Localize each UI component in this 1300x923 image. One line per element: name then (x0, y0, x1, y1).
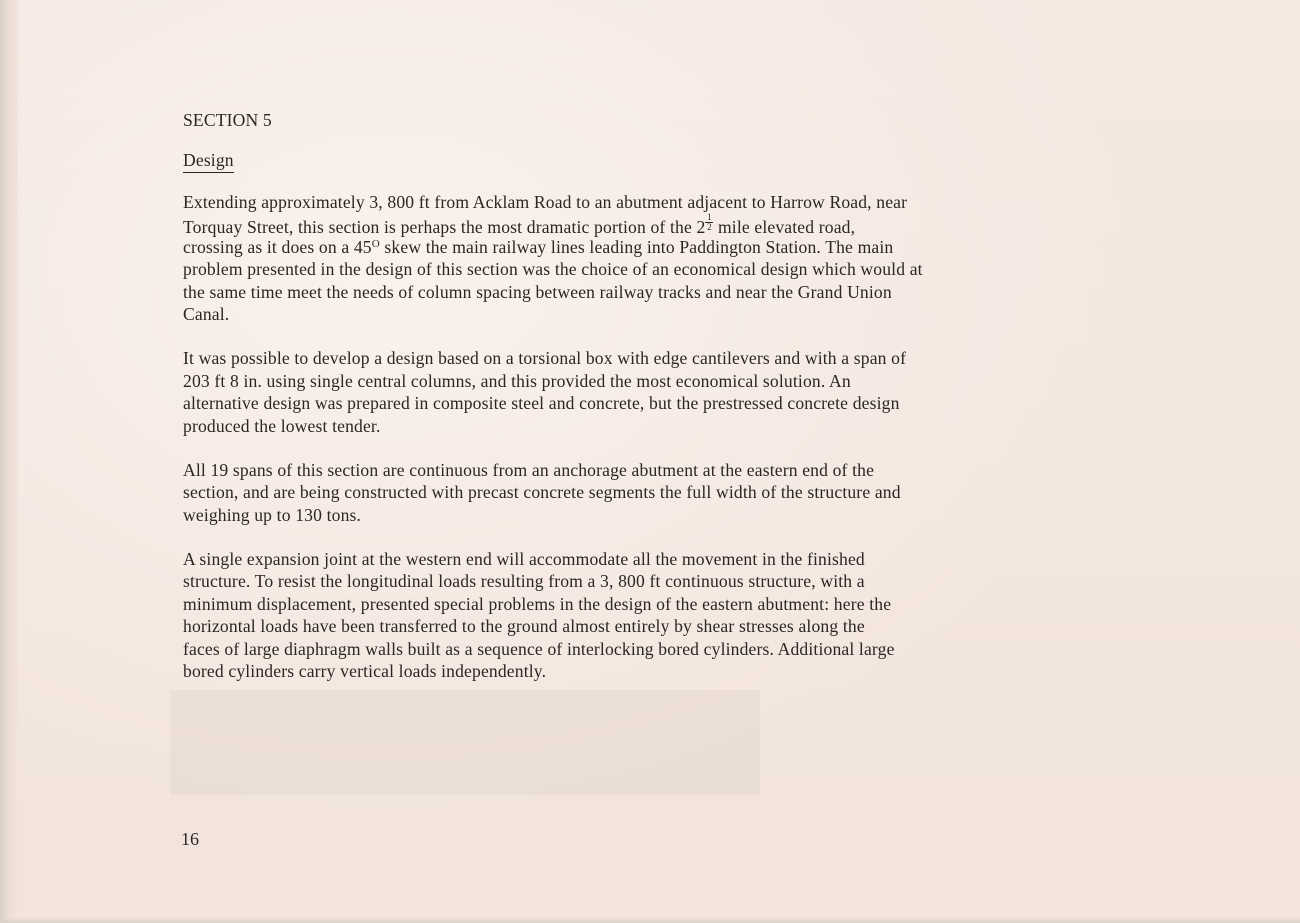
paragraph-line: problem presented in the design of this section was the choice of an economical design which would at (183, 259, 923, 280)
paragraph-line: section, and are being constructed with precast concrete segments the full width of the structure and (183, 482, 901, 503)
fraction-denominator: 2 (707, 222, 712, 233)
paragraph-4 (183, 548, 1203, 682)
paragraph-line: All 19 spans of this section are continuous from an anchorage abutment at the eastern end of the (183, 459, 875, 480)
paragraph-line (183, 236, 1203, 258)
paragraph-line: It was possible to develop a design based on a torsional box with edge cantilevers and with a span of (183, 348, 907, 369)
subheading-design: Design (183, 148, 234, 173)
paragraph-line: horizontal loads have been transferred to the ground almost entirely by shear stresses along the (183, 616, 865, 637)
paragraph-line: the same time meet the needs of column spacing between railway tracks and near the Grand Union (183, 281, 892, 302)
line-text: Torquay Street, this section is perhaps the most dramatic portion of the 2 (183, 217, 706, 238)
paragraph-line: 203 ft 8 in. using single central columns, and this provided the most economical solution. An (183, 370, 851, 391)
paragraph-line: produced the lowest tender. (183, 415, 381, 436)
fraction-numerator: 1 (707, 212, 712, 223)
page-bottom-edge (0, 917, 1300, 923)
paragraph-3 (183, 459, 1203, 526)
paragraph-1 (183, 191, 1203, 325)
paragraph-line (183, 212, 1203, 238)
body-text-block (183, 106, 1203, 682)
line-text: skew the main railway lines leading into Paddington Station. The main (379, 236, 894, 257)
paragraph-line: Extending approximately 3, 800 ft from Acklam Road to an abutment adjacent to Harrow Road, near (183, 192, 908, 212)
paragraph-2 (183, 347, 1203, 437)
line-text: mile elevated road, (713, 217, 856, 238)
page-number: 16 (181, 829, 199, 849)
fraction-one-half (705, 213, 713, 232)
show-through-area (170, 690, 760, 795)
paragraph-line: weighing up to 130 tons. (183, 504, 362, 525)
degree-superscript: O (371, 237, 380, 250)
paragraph-line: A single expansion joint at the western end will accommodate all the movement in the finished (183, 549, 865, 570)
paragraph-line: Canal. (183, 303, 230, 324)
section-title: SECTION 5 (183, 110, 272, 130)
paragraph-line: minimum displacement, presented special problems in the design of the eastern abutment: here the (183, 593, 892, 614)
paragraph-line: structure. To resist the longitudinal loads resulting from a 3, 800 ft continuous structure, with a (183, 571, 865, 592)
paragraph-line: faces of large diaphragm walls built as a sequence of interlocking bored cylinders. Additional large (183, 638, 895, 659)
paragraph-line: bored cylinders carry vertical loads independently. (183, 661, 547, 682)
paragraph-line: alternative design was prepared in composite steel and concrete, but the prestressed concrete design (183, 393, 900, 414)
binding-edge (0, 0, 18, 923)
line-text: crossing as it does on a 45 (183, 236, 372, 257)
